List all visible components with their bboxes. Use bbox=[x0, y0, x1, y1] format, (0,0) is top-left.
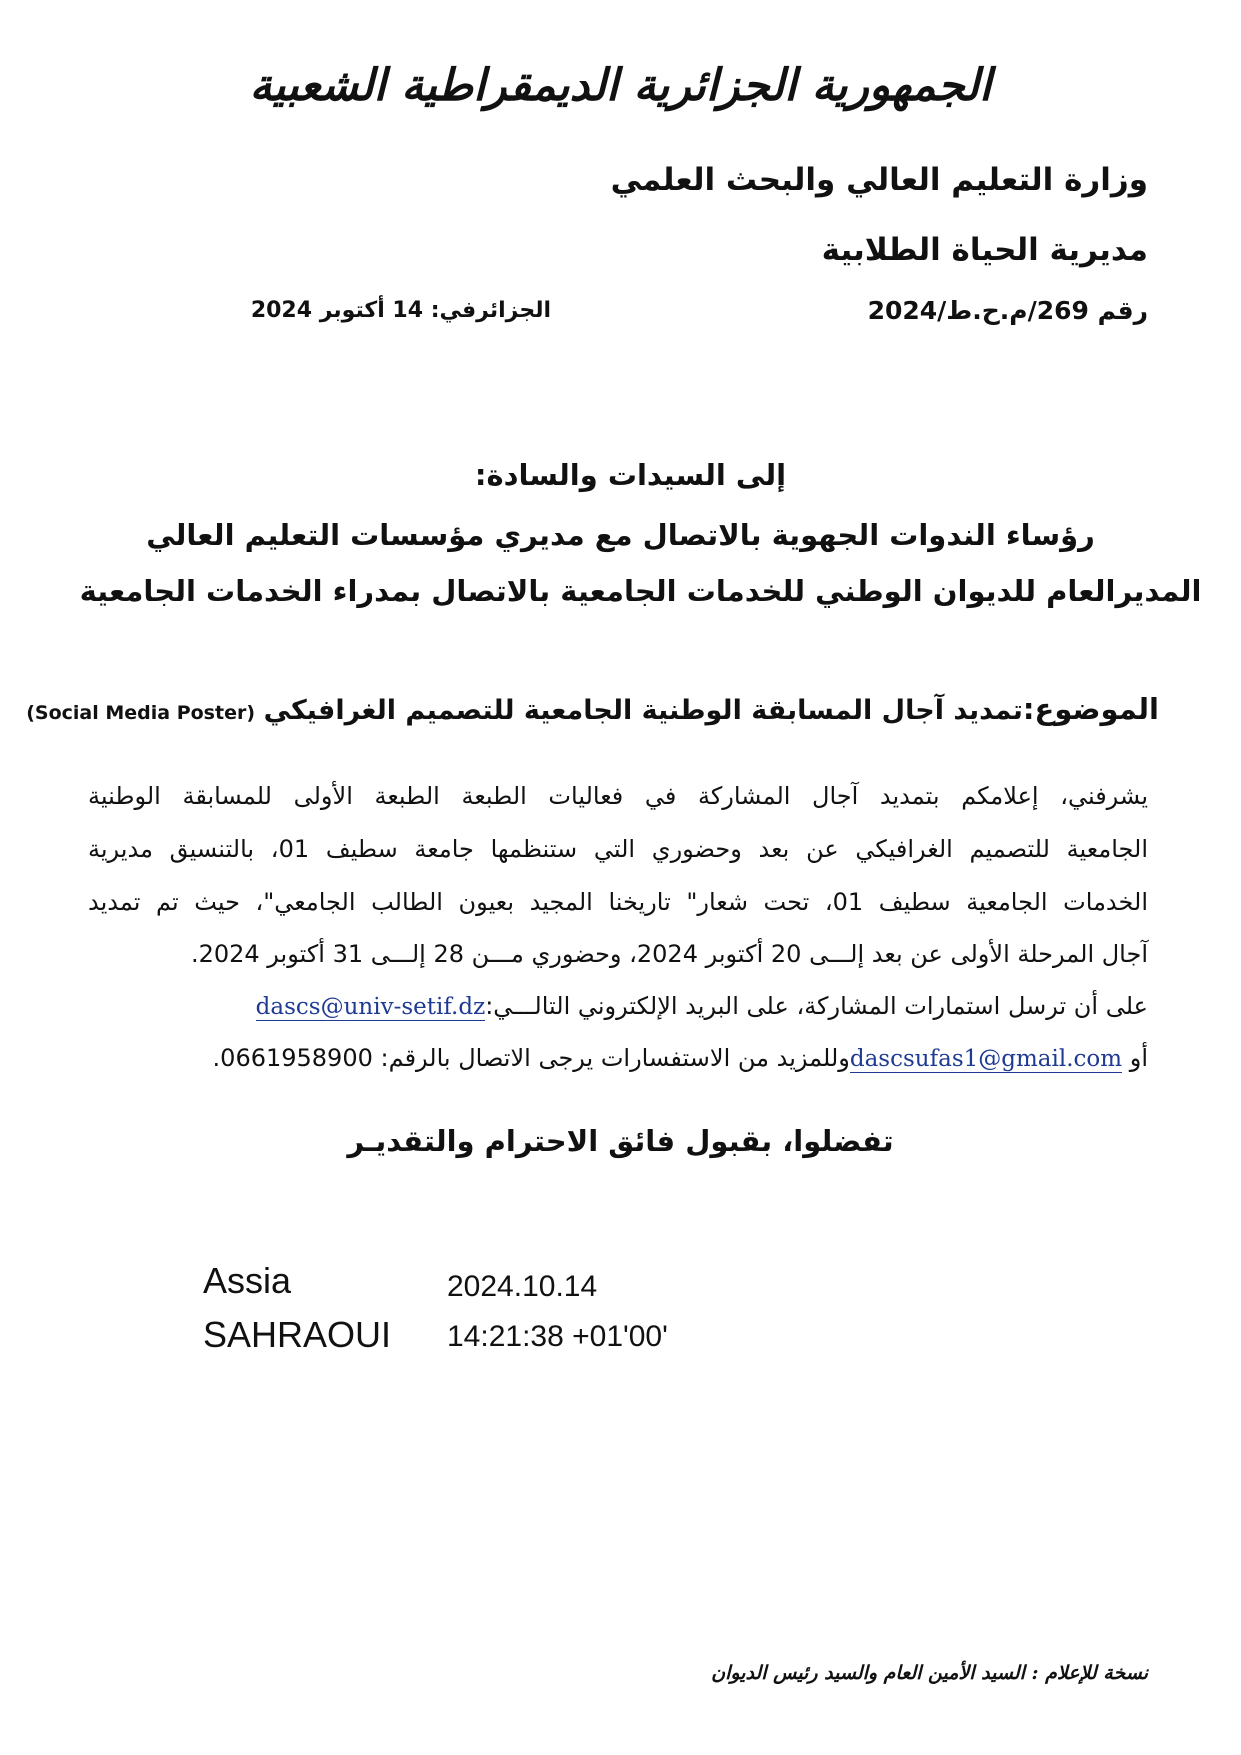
republic-heading: الجمهورية الجزائرية الديمقراطية الشعبية bbox=[249, 60, 992, 111]
body-line-1: يشرفني، إعلامكم بتمديد آجال المشاركة في فعاليات الطبعة الطبعة الأولى للمسابقة الوطنية bbox=[88, 782, 1148, 810]
addressee-line-2: رؤساء الندوات الجهوية بالاتصال مع مديري مؤسسات التعليم العالي bbox=[146, 518, 1095, 552]
body-line-6 bbox=[88, 1044, 1148, 1072]
addressee-line-1: إلى السيدات والسادة: bbox=[474, 458, 787, 492]
body-line-2: الجامعية للتصميم الغرافيكي عن بعد وحضوري التي ستنظمها جامعة سطيف 01، بالتنسيق مديرية bbox=[88, 835, 1148, 863]
addressee-line-3: المديرالعام للديوان الوطني للخدمات الجامعية بالاتصال بمدراء الخدمات الجامعية bbox=[79, 574, 1202, 608]
signer-first-name: Assia bbox=[203, 1260, 292, 1301]
place-date: الجزائرفي: 14 أكتوبر 2024 bbox=[250, 298, 551, 323]
contact-phone-text: وللمزيد من الاستفسارات يرجى الاتصال بالرقم: 0661958900. bbox=[212, 1044, 850, 1072]
email-link-1[interactable]: dascs@univ-setif.dz bbox=[255, 994, 486, 1020]
subject-english: (Social Media Poster) bbox=[26, 702, 256, 724]
body-line-3: الخدمات الجامعية سطيف 01، تحت شعار" تاريخنا المجيد بعيون الطالب الجامعي"، حيث تم تمديد bbox=[88, 888, 1149, 916]
subject-line bbox=[26, 692, 1159, 726]
subject-label: الموضوع: bbox=[1022, 692, 1159, 726]
signer-last-name: SAHRAOUI bbox=[203, 1314, 392, 1355]
body-line-5 bbox=[88, 992, 1148, 1020]
body-line-4: آجال المرحلة الأولى عن بعد إلـــى 20 أكتوبر 2024، وحضوري مـــن 28 إلـــى 31 أكتوبر 2024. bbox=[190, 940, 1148, 968]
signature-time: 14:21:38 +01'00' bbox=[447, 1320, 668, 1353]
reference-number: رقم 269/م.ح.ط/2024 bbox=[867, 296, 1148, 325]
closing-formula: تفضلوا، بقبول فائق الاحترام والتقديـر bbox=[347, 1124, 894, 1158]
email-intro: على أن ترسل استمارات المشاركة، على البريد الإلكتروني التالـــي: bbox=[485, 992, 1148, 1020]
subject-text: تمديد آجال المسابقة الوطنية الجامعية للتصميم الغرافيكي bbox=[263, 695, 1023, 726]
signature-timestamp bbox=[447, 1262, 767, 1362]
copy-notice: نسخة للإعلام : السيد الأمين العام والسيد رئيس الديوان bbox=[711, 1662, 1148, 1684]
signature-date: 2024.10.14 bbox=[447, 1270, 598, 1303]
signature-name bbox=[203, 1254, 423, 1362]
directorate-name: مديرية الحياة الطلابية bbox=[821, 232, 1148, 268]
or-word: أو bbox=[1129, 1044, 1148, 1072]
email-link-2[interactable]: dascsufas1@gmail.com bbox=[849, 1046, 1123, 1072]
ministry-name: وزارة التعليم العالي والبحث العلمي bbox=[610, 162, 1148, 198]
